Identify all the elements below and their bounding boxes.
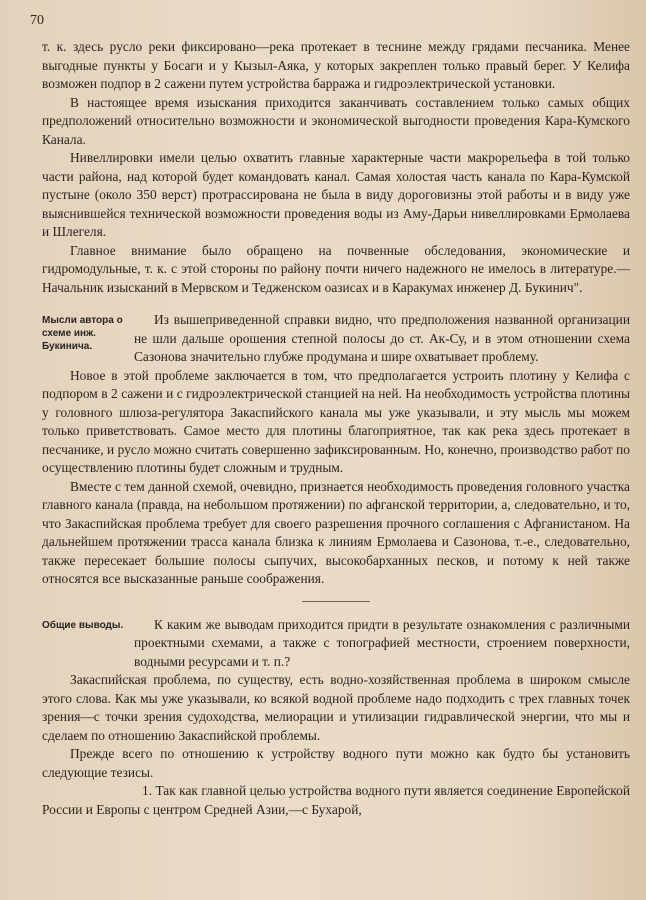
- paragraph: 1. Так как главной целью устройства водного пути является соединение Европейской России и Европы с центром Средней Азии,—с Бухарой,: [42, 783, 630, 817]
- paragraph: Прежде всего по отношению к устройству водного пути можно как будто бы установить следующие тезисы.: [42, 746, 630, 780]
- margin-note: Общие выводы.: [42, 619, 124, 631]
- paragraph: Новое в этой проблеме заключается в том, что предполагается устроить плотину у Келифа с подпором в 2 сажени и с гидроэлектрической станцией на ней. На необходимость устройства плотины у головного шлюза-регулятора Закаспийского канала мы уже указывали, и эту мысль мы можем только приветствовать. Самое место для плотины благоприятное, так как река здесь протекает в песчанике, и русло можно считать совершенно зафиксированным. Но, конечно, производство работ по осуществлению плотины будет сложным и трудным.: [42, 367, 630, 475]
- paragraph: К каким же выводам приходится придти в результате ознакомления с различными проектными схемами, а также с топографией местности, строением поверхности, водными ресурсами и т. п.?: [134, 616, 630, 669]
- page-body: [42, 38, 630, 819]
- paragraph: Главное внимание было обращено на почвенные обследования, экономические и гидромодульные, т. к. с этой стороны по району почти ничего надежного не имелось в литературе.—Начальник изысканий в Мервском и Тедженском оазисах и в Каракумах инженер Д. Букинич".: [42, 242, 630, 295]
- paragraph: т. к. здесь русло реки фиксировано—река протекает в теснине между грядами песчаника. Менее выгодные пункты у Босаги и у Кызыл-Аяка, у которых закреплен только правый берег. У Келифа возможен подпор в 2 сажени путем устройства барража и гидроэлектрической установки.: [42, 39, 630, 91]
- paragraph: Закаспийская проблема, по существу, есть водно-хозяйственная проблема в широком смысле этого слова. Как мы уже указывали, ко всякой водной проблеме надо подходить с трех главных точек зрения—с точки зрения судоходства, мелиорации и утилизации гидравлической энергии, что мы и сделаем по отношению Закаспийской проблемы.: [42, 672, 630, 743]
- section-author-thoughts: [42, 311, 630, 367]
- section-general-conclusions: [42, 616, 630, 672]
- margin-note: Мысли автора о схеме инж. Букинича.: [42, 315, 123, 352]
- section-divider: [302, 601, 370, 602]
- paragraph: Вместе с тем данной схемой, очевидно, признается необходимость проведения головного участка главного канала (правда, на небольшом протяжении) по афганской территории, а, следовательно, и то, что Закаспийская проблема требует для своего разрешения прочного соглашения с Афганистаном. На дальнейшем протяжении трасса канала близка к линиям Ермолаева и Сазонова, т.-е., следовательно, также пересекает большие полосы сыпучих, высокобарханных песков, и потому к ней также относятся все высказанные раньше соображения.: [42, 478, 630, 586]
- paragraph: В настоящее время изыскания приходится заканчивать составлением только самых общих предположений относительно возможности и экономической выгодности проведения Кара-Кумского Канала.: [42, 94, 630, 147]
- paragraph: Из вышеприведенной справки видно, что предположения названной организации не шли дальше орошения степной полосы до ст. Ак-Су, и в этом отношении схема Сазонова значительно глубже продумана и шире охватывает проблему.: [134, 312, 630, 364]
- page-number: 70: [30, 13, 44, 28]
- paragraph: Нивеллировки имели целью охватить главные характерные части макрорельефа в той только части района, над которой будет командовать канал. Самая холостая часть канала по Кара-Кумской пустыне (около 350 верст) протрассирована не была в виду дороговизны этой работы и в виду уже выяснившейся технической возможности проведения воды из Аму-Дарьи нивеллировками Ермолаева и Шлегеля.: [42, 150, 630, 239]
